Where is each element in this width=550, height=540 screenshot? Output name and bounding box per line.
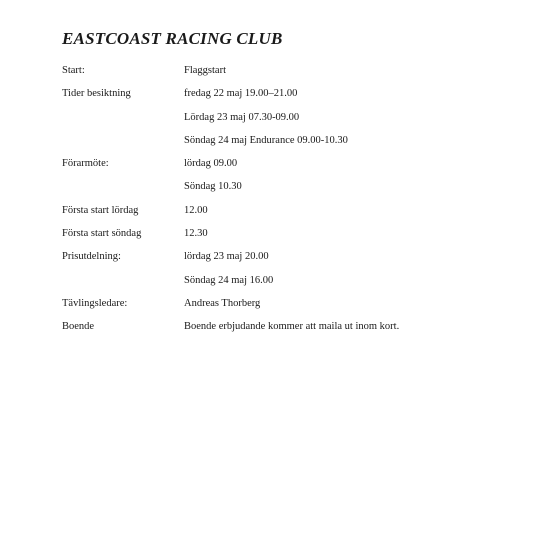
info-row <box>62 180 532 203</box>
info-row <box>62 250 532 273</box>
info-row <box>62 134 532 157</box>
info-row <box>62 204 532 227</box>
info-value: lördag 23 maj 20.00 <box>184 251 269 263</box>
info-label: Första start lördag <box>62 204 139 216</box>
info-row <box>62 227 532 250</box>
info-label: Start: <box>62 65 85 76</box>
info-row <box>62 297 532 320</box>
info-label: Förarmöte: <box>62 158 109 170</box>
document-title: EASTCOAST RACING CLUB <box>62 29 283 48</box>
info-row <box>62 274 532 297</box>
info-value: Lördag 23 maj 07.30-09.00 <box>184 111 300 123</box>
info-value: fredag 22 maj 19.00–21.00 <box>184 88 298 100</box>
info-table <box>62 64 532 344</box>
info-value: Boende erbjudande kommer att maila ut inom kort. <box>184 321 400 333</box>
info-row <box>62 157 532 180</box>
info-label: Boende <box>62 321 95 333</box>
info-value: 12.30 <box>184 228 208 240</box>
info-value: Flaggstart <box>184 65 226 76</box>
info-value: 12.00 <box>184 204 208 216</box>
info-row <box>62 111 532 134</box>
info-label: Tävlingsledare: <box>62 297 128 309</box>
info-value: Söndag 10.30 <box>184 181 242 193</box>
info-label: Första start söndag <box>62 228 142 240</box>
info-row <box>62 87 532 110</box>
info-label: Prisutdelning: <box>62 251 121 263</box>
info-row <box>62 64 532 87</box>
info-label: Tider besiktning <box>62 88 131 100</box>
info-value: Söndag 24 maj Endurance 09.00-10.30 <box>184 134 348 146</box>
info-value: lördag 09.00 <box>184 158 238 170</box>
info-value: Söndag 24 maj 16.00 <box>184 274 274 286</box>
info-value: Andreas Thorberg <box>184 297 261 309</box>
info-row <box>62 320 532 343</box>
